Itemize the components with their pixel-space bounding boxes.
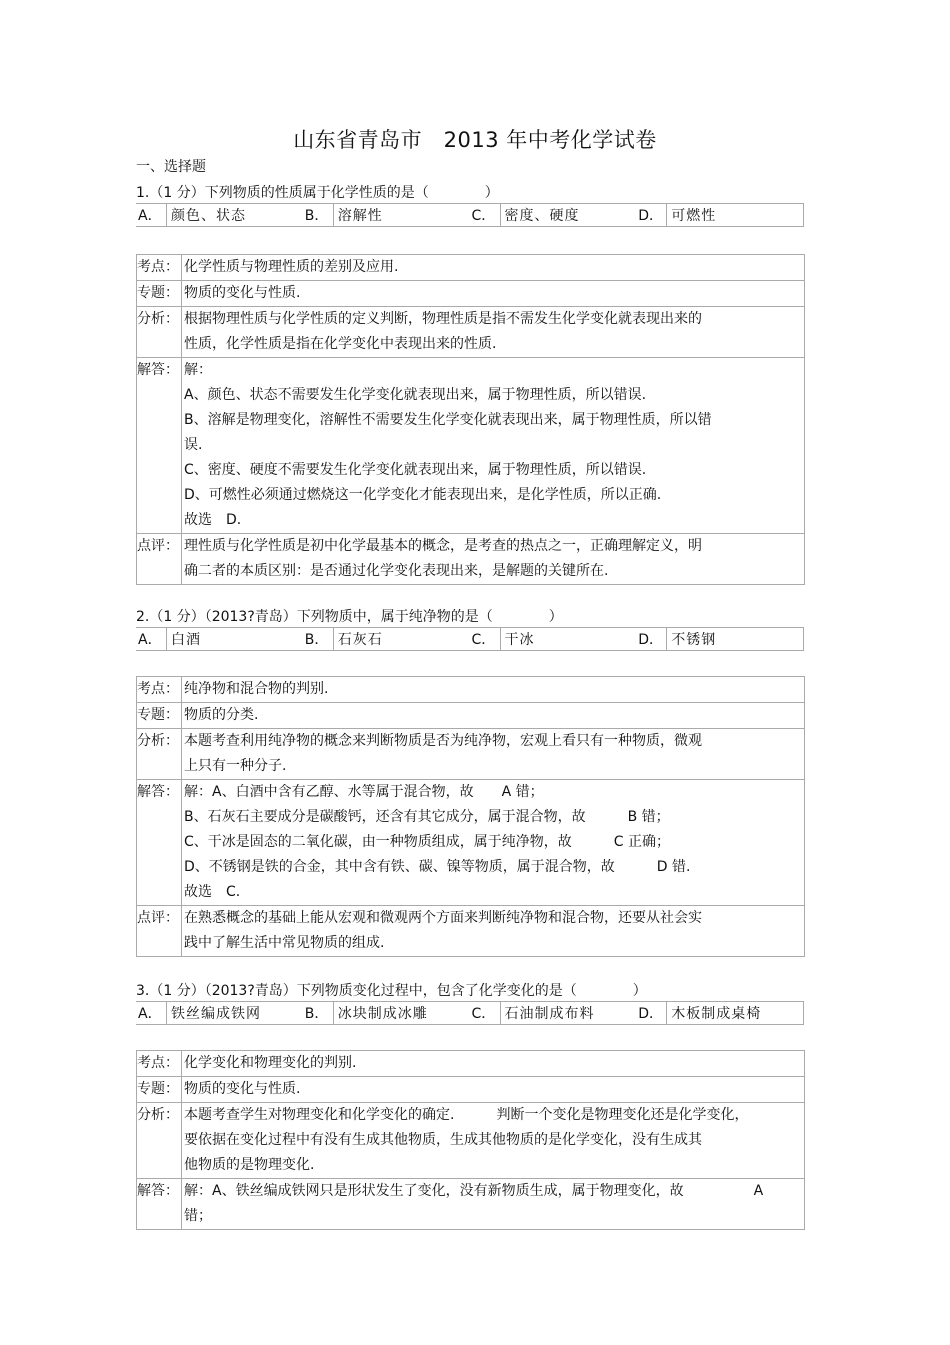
analysis-line: 践中了解生活中常见物质的组成. bbox=[184, 935, 385, 951]
analysis-line: 错； bbox=[184, 1208, 212, 1224]
analysis-table-2 bbox=[136, 676, 805, 957]
option-text: 石油制成布料 bbox=[504, 1006, 595, 1022]
option-letter: D． bbox=[638, 208, 664, 224]
analysis-row bbox=[137, 703, 805, 729]
question-3-options bbox=[136, 1001, 804, 1025]
analysis-line: 化学变化和物理变化的判别. bbox=[184, 1055, 357, 1071]
analysis-content bbox=[182, 780, 805, 906]
option-letter: A． bbox=[138, 1006, 162, 1022]
analysis-line: 纯净物和混合物的判别. bbox=[184, 681, 329, 697]
analysis-line: 物质的变化与性质. bbox=[184, 1081, 301, 1097]
question-2-options bbox=[136, 627, 804, 651]
analysis-line: 性质，化学性质是指在化学变化中表现出来的性质. bbox=[184, 336, 497, 352]
analysis-label: 专题： bbox=[137, 281, 182, 307]
analysis-content bbox=[182, 1051, 805, 1077]
option-text: 密度、硬度 bbox=[504, 208, 580, 224]
analysis-content bbox=[182, 307, 805, 358]
option-letter: A． bbox=[138, 632, 162, 648]
analysis-row bbox=[137, 677, 805, 703]
analysis-row bbox=[137, 358, 805, 534]
option-letter: D． bbox=[638, 1006, 664, 1022]
option-letter: A． bbox=[138, 208, 162, 224]
analysis-table-3 bbox=[136, 1050, 805, 1230]
option-letter: C． bbox=[471, 632, 496, 648]
analysis-line: 解：A、铁丝编成铁网只是形状发生了变化，没有新物质生成，属于物理变化，故 A bbox=[184, 1183, 764, 1199]
analysis-line: 物质的变化与性质. bbox=[184, 285, 301, 301]
option-a bbox=[136, 628, 303, 650]
question-1-options bbox=[136, 203, 804, 227]
option-c bbox=[470, 628, 637, 650]
analysis-line: 在熟悉概念的基础上能从宏观和微观两个方面来判断纯净物和混合物，还要从社会实 bbox=[184, 910, 702, 926]
option-letter: C． bbox=[471, 208, 496, 224]
analysis-content bbox=[182, 281, 805, 307]
analysis-line: D、不锈钢是铁的合金，其中含有铁、碳、镍等物质，属于混合物，故 D 错. bbox=[184, 859, 691, 875]
question-3-text: 3.（1 分）（2013?青岛）下列物质变化过程中，包含了化学变化的是（ ） bbox=[136, 983, 647, 999]
analysis-line: 物质的分类. bbox=[184, 707, 259, 723]
option-text: 干冰 bbox=[504, 632, 535, 648]
analysis-label: 分析： bbox=[137, 729, 182, 780]
analysis-content bbox=[182, 906, 805, 957]
analysis-line: C、干冰是固态的二氧化碳，由一种物质组成，属于纯净物，故 C 正确； bbox=[184, 834, 670, 850]
analysis-line: 故选 C. bbox=[184, 884, 241, 900]
analysis-content bbox=[182, 677, 805, 703]
analysis-line: 解：A、白酒中含有乙醇、水等属于混合物，故 A 错； bbox=[184, 784, 544, 800]
analysis-line: A、颜色、状态不需要发生化学变化就表现出来，属于物理性质，所以错误. bbox=[184, 387, 647, 403]
analysis-row bbox=[137, 255, 805, 281]
analysis-row bbox=[137, 307, 805, 358]
option-letter: B． bbox=[304, 1006, 329, 1022]
analysis-line: 确二者的本质区别：是否通过化学变化表现出来，是解题的关键所在. bbox=[184, 563, 609, 579]
option-a bbox=[136, 204, 303, 226]
analysis-content bbox=[182, 534, 805, 585]
analysis-label: 解答： bbox=[137, 780, 182, 906]
analysis-row bbox=[137, 534, 805, 585]
page-title: 山东省青岛市 2013 年中考化学试卷 bbox=[293, 128, 657, 152]
analysis-line: 故选 D. bbox=[184, 512, 242, 528]
analysis-line: 他物质的是物理变化. bbox=[184, 1157, 315, 1173]
analysis-line: 解： bbox=[184, 362, 212, 378]
option-letter: D． bbox=[638, 632, 664, 648]
option-letter: B． bbox=[304, 208, 329, 224]
analysis-line: 要依据在变化过程中有没有生成其他物质，生成其他物质的是化学变化，没有生成其 bbox=[184, 1132, 702, 1148]
option-d bbox=[636, 628, 804, 650]
option-text: 石灰石 bbox=[337, 632, 383, 648]
analysis-line: 根据物理性质与化学性质的定义判断，物理性质是指不需发生化学变化就表现出来的 bbox=[184, 311, 702, 327]
analysis-label: 考点： bbox=[137, 1051, 182, 1077]
analysis-label: 解答： bbox=[137, 358, 182, 534]
analysis-line: 误. bbox=[184, 437, 203, 453]
option-text: 溶解性 bbox=[337, 208, 383, 224]
option-text: 不锈钢 bbox=[671, 632, 717, 648]
analysis-label: 解答： bbox=[137, 1179, 182, 1230]
question-2-text: 2.（1 分）（2013?青岛）下列物质中，属于纯净物的是（ ） bbox=[136, 609, 563, 625]
section-heading: 一、选择题 bbox=[136, 159, 206, 175]
option-c bbox=[470, 1002, 637, 1024]
question-1-text: 1.（1 分）下列物质的性质属于化学性质的是（ ） bbox=[136, 185, 499, 201]
option-letter: B． bbox=[304, 632, 329, 648]
analysis-content bbox=[182, 255, 805, 281]
analysis-label: 考点： bbox=[137, 677, 182, 703]
analysis-label: 考点： bbox=[137, 255, 182, 281]
analysis-row bbox=[137, 1077, 805, 1103]
option-a bbox=[136, 1002, 303, 1024]
analysis-table-1 bbox=[136, 254, 805, 585]
analysis-row bbox=[137, 1051, 805, 1077]
analysis-label: 专题： bbox=[137, 1077, 182, 1103]
analysis-row bbox=[137, 1103, 805, 1179]
analysis-label: 点评： bbox=[137, 534, 182, 585]
analysis-label: 分析： bbox=[137, 1103, 182, 1179]
option-text: 颜色、状态 bbox=[171, 208, 246, 224]
analysis-content bbox=[182, 703, 805, 729]
analysis-row bbox=[137, 281, 805, 307]
analysis-line: 上只有一种分子. bbox=[184, 758, 287, 774]
analysis-row bbox=[137, 906, 805, 957]
analysis-row bbox=[137, 780, 805, 906]
analysis-label: 点评： bbox=[137, 906, 182, 957]
analysis-line: 理性质与化学性质是初中化学最基本的概念，是考查的热点之一，正确理解定义，明 bbox=[184, 538, 702, 554]
option-text: 冰块制成冰雕 bbox=[337, 1006, 428, 1022]
analysis-row bbox=[137, 729, 805, 780]
analysis-label: 专题： bbox=[137, 703, 182, 729]
option-b bbox=[303, 204, 470, 226]
option-c bbox=[470, 204, 637, 226]
analysis-label: 分析： bbox=[137, 307, 182, 358]
option-b bbox=[303, 1002, 470, 1024]
analysis-content bbox=[182, 729, 805, 780]
analysis-content bbox=[182, 358, 805, 534]
analysis-content bbox=[182, 1077, 805, 1103]
analysis-content bbox=[182, 1103, 805, 1179]
option-b bbox=[303, 628, 470, 650]
option-text: 白酒 bbox=[171, 632, 201, 648]
analysis-content bbox=[182, 1179, 805, 1230]
analysis-line: B、溶解是物理变化，溶解性不需要发生化学变化就表现出来，属于物理性质，所以错 bbox=[184, 412, 712, 428]
option-d bbox=[636, 204, 804, 226]
option-text: 可燃性 bbox=[671, 208, 717, 224]
option-d bbox=[636, 1002, 804, 1024]
analysis-row bbox=[137, 1179, 805, 1230]
analysis-line: D、可燃性必须通过燃烧这一化学变化才能表现出来，是化学性质，所以正确. bbox=[184, 487, 662, 503]
analysis-line: 化学性质与物理性质的差别及应用. bbox=[184, 259, 399, 275]
analysis-line: B、石灰石主要成分是碳酸钙，还含有其它成分，属于混合物，故 B 错； bbox=[184, 809, 670, 825]
analysis-line: 本题考查学生对物理变化和化学变化的确定. 判断一个变化是物理变化还是化学变化， bbox=[184, 1107, 749, 1123]
option-text: 铁丝编成铁网 bbox=[171, 1006, 261, 1022]
analysis-line: 本题考查利用纯净物的概念来判断物质是否为纯净物，宏观上看只有一种物质，微观 bbox=[184, 733, 702, 749]
option-text: 木板制成桌椅 bbox=[671, 1006, 762, 1022]
analysis-line: C、密度、硬度不需要发生化学变化就表现出来，属于物理性质，所以错误. bbox=[184, 462, 647, 478]
option-letter: C． bbox=[471, 1006, 496, 1022]
